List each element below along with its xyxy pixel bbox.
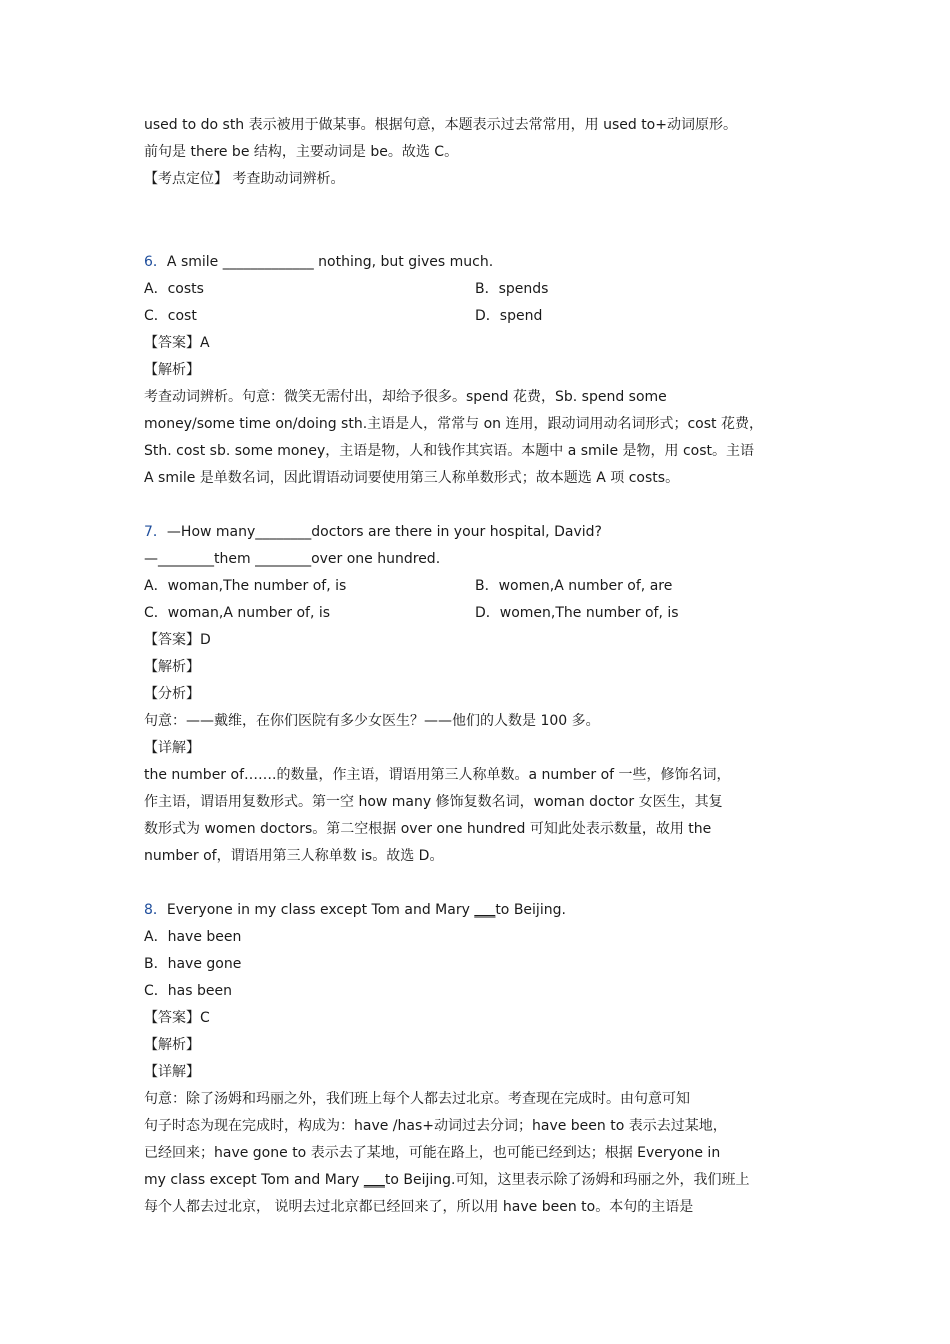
- answer-label: 【答案】C: [144, 1010, 210, 1026]
- analysis-label: 【解析】: [144, 659, 200, 675]
- intro-line-1: used to do sth 表示被用于做某事。根据句意，本题表示过去常常用，用 used to+动词原形。: [144, 117, 737, 133]
- options-row: [144, 573, 824, 600]
- detail-line-5: 每个人都去过北京， 说明去过北京都已经回来了，所以用 have been to。本句的主语是: [144, 1199, 694, 1215]
- option-c: C．has been: [144, 983, 232, 999]
- question-8: [144, 897, 824, 1221]
- option-c: C．woman,A number of, is: [144, 605, 331, 621]
- detail-line-4: number of，谓语用第三人称单数 is。故选 D。: [144, 848, 444, 864]
- options-row: [144, 276, 824, 303]
- detail-line-1: 句意：除了汤姆和玛丽之外，我们班上每个人都去过北京。考查现在完成时。由句意可知: [144, 1091, 690, 1107]
- detail-text: my class except Tom and Mary: [144, 1172, 364, 1188]
- options-row: [144, 303, 824, 330]
- intro-line-3: 【考点定位】 考查助动词辨析。: [144, 171, 345, 187]
- question-stem: [144, 897, 824, 924]
- question-6: [144, 249, 824, 492]
- question-text: —How many________doctors are there in your hospital, David?: [166, 524, 602, 540]
- option-a: A．have been: [144, 929, 242, 945]
- detail-line-2: 作主语，谓语用复数形式。第一空 how many 修饰复数名词，woman doctor 女医生，其复: [144, 794, 723, 810]
- option-d: D．spend: [475, 308, 543, 324]
- detail-label: 【详解】: [144, 740, 200, 756]
- detail-label: 【详解】: [144, 1064, 200, 1080]
- fenxi-label: 【分析】: [144, 686, 200, 702]
- detail-line-2: 句子时态为现在完成时，构成为：have /has+动词过去分词；have been to 表示去过某地，: [144, 1118, 727, 1134]
- detail-line-3: 已经回来；have gone to 表示去了某地，可能在路上，也可能已经到达；根据 Everyone in: [144, 1145, 721, 1161]
- document-page: [144, 112, 824, 1221]
- answer-label: 【答案】A: [144, 335, 210, 351]
- detail-line-1: the number of…….的数量，作主语，谓语用第三人称单数。a number of 一些，修饰名词，: [144, 767, 731, 783]
- option-a: A．woman,The number of, is: [144, 578, 347, 594]
- analysis-line-3: Sth. cost sb. some money，主语是物，人和钱作其宾语。本题中 a smile 是物，用 cost。主语: [144, 443, 755, 459]
- option-b: B．spends: [475, 281, 549, 297]
- options-row: [144, 600, 824, 627]
- option-a: A．costs: [144, 281, 204, 297]
- detail-line-3: 数形式为 women doctors。第二空根据 over one hundred 可知此处表示数量，故用 the: [144, 821, 712, 837]
- detail-line-4: [144, 1167, 824, 1194]
- question-text-end: to Beijing.: [495, 902, 566, 918]
- answer-blank: ___: [474, 902, 496, 918]
- question-number: 8．: [144, 902, 167, 918]
- question-text: A smile _____________ nothing, but gives much.: [166, 254, 494, 270]
- fenxi-text: 句意：——戴维，在你们医院有多少女医生？——他们的人数是 100 多。: [144, 713, 600, 729]
- question-7: [144, 519, 824, 870]
- analysis-line-4: A smile 是单数名词，因此谓语动词要使用第三人称单数形式；故本题选 A 项 costs。: [144, 470, 680, 486]
- detail-text-end: to Beijing.可知，这里表示除了汤姆和玛丽之外，我们班上: [384, 1172, 750, 1188]
- question-text-2: —________them ________over one hundred.: [144, 551, 441, 567]
- intro-block: [144, 112, 824, 193]
- question-stem: [144, 519, 824, 546]
- question-text: Everyone in my class except Tom and Mary: [166, 902, 475, 918]
- intro-line-2: 前句是 there be 结构，主要动词是 be。故选 C。: [144, 144, 459, 160]
- answer-blank: ___: [363, 1172, 385, 1188]
- analysis-line-1: 考查动词辨析。句意：微笑无需付出，却给予很多。spend 花费，Sb. spend some: [144, 389, 667, 405]
- analysis-line-2: money/some time on/doing sth.主语是人，常常与 on 连用，跟动词用动名词形式；cost 花费，: [144, 416, 763, 432]
- analysis-label: 【解析】: [144, 1037, 200, 1053]
- option-c: C．cost: [144, 308, 197, 324]
- option-b: B．have gone: [144, 956, 242, 972]
- option-d: D．women,The number of, is: [475, 605, 679, 621]
- answer-label: 【答案】D: [144, 632, 211, 648]
- question-number: 7．: [144, 524, 167, 540]
- option-b: B．women,A number of, are: [475, 578, 673, 594]
- question-stem: [144, 249, 824, 276]
- analysis-label: 【解析】: [144, 362, 200, 378]
- question-number: 6．: [144, 254, 167, 270]
